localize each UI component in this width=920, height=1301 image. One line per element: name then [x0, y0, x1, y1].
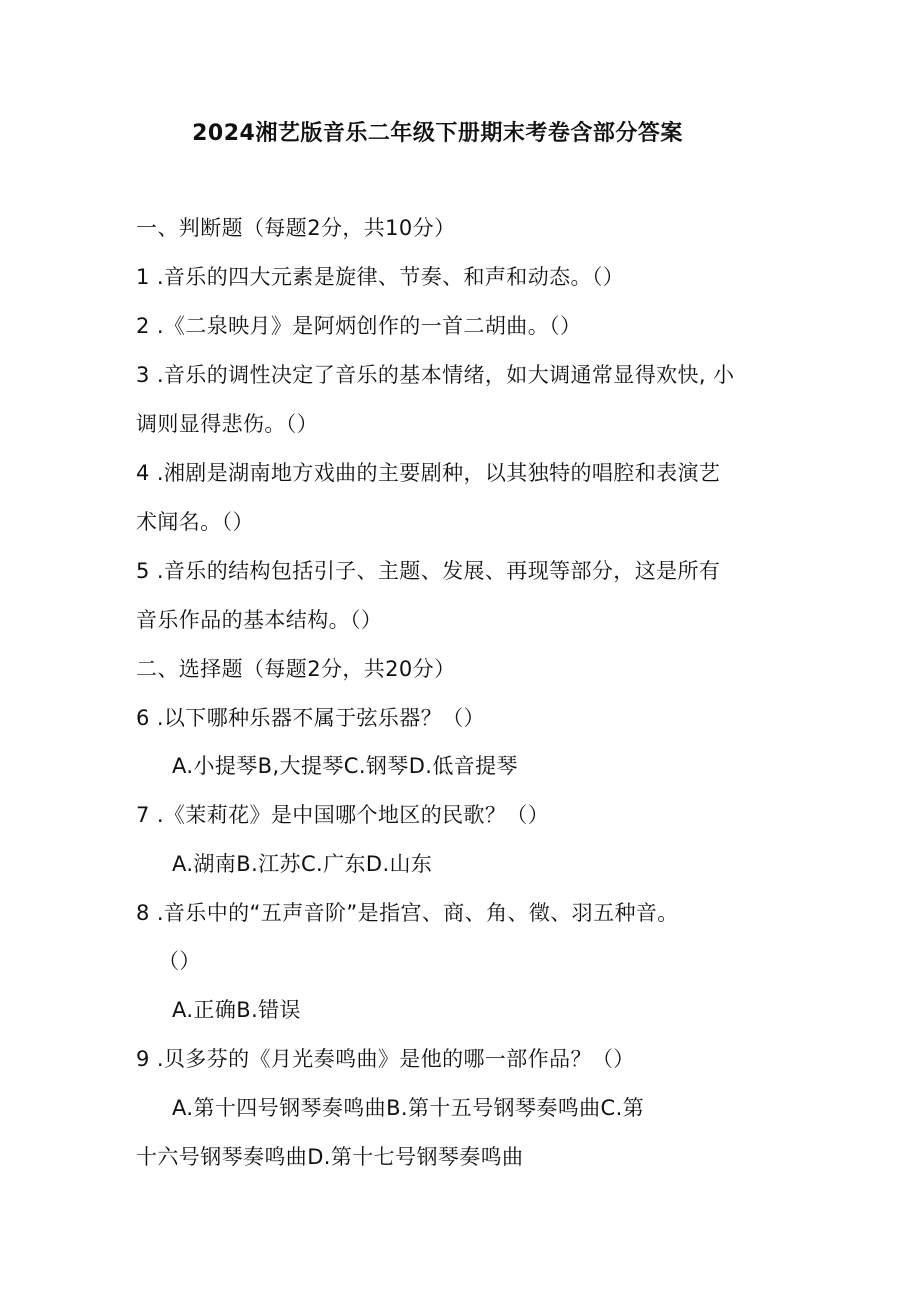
- document-title: 2024湘艺版音乐二年级下册期末考卷含部分答案: [192, 121, 683, 146]
- question-4-line-1: 4 .湘剧是湖南地方戏曲的主要剧种，以其独特的唱腔和表演艺: [136, 461, 721, 485]
- question-7-options: A.湖南B.江苏C.广东D.山东: [172, 852, 433, 876]
- question-2: 2 .《二泉映月》是阿炳创作的一首二胡曲。（）: [136, 314, 582, 338]
- question-3-line-1: 3 .音乐的调性决定了音乐的基本情绪，如大调通常显得欢快, 小: [136, 363, 735, 387]
- question-9-options-line-2: 十六号钢琴奏鸣曲D.第十七号钢琴奏鸣曲: [136, 1145, 524, 1169]
- question-6: 6 .以下哪种乐器不属于弦乐器？（）: [136, 706, 485, 730]
- question-9: 9 .贝多芬的《月光奏鸣曲》是他的哪一部作品？（）: [136, 1047, 635, 1071]
- question-4-line-2: 术闻名。（）: [136, 510, 254, 534]
- question-8-answer-blank: （）: [158, 949, 201, 973]
- question-5-line-1: 5 .音乐的结构包括引子、主题、发展、再现等部分，这是所有: [136, 559, 721, 583]
- question-1: 1 .音乐的四大元素是旋律、节奏、和声和动态。（）: [136, 265, 625, 289]
- section-heading-true-false: 一、判断题（每题2分，共10分）: [136, 216, 456, 240]
- question-8: 8 .音乐中的“五声音阶”是指宫、商、角、徵、羽五种音。: [136, 901, 679, 925]
- question-8-options: A.正确B.错误: [172, 998, 301, 1022]
- question-7: 7 .《茉莉花》是中国哪个地区的民歌？（）: [136, 803, 550, 827]
- question-6-options: A.小提琴B,大提琴C.钢琴D.低音提琴: [172, 754, 518, 778]
- question-5-line-2: 音乐作品的基本结构。（）: [136, 608, 383, 632]
- question-3-line-2: 调则显得悲伤。（）: [136, 412, 319, 436]
- section-heading-multiple-choice: 二、选择题（每题2分，共20分）: [136, 657, 456, 681]
- question-9-options-line-1: A.第十四号钢琴奏鸣曲B.第十五号钢琴奏鸣曲C.第: [172, 1096, 645, 1120]
